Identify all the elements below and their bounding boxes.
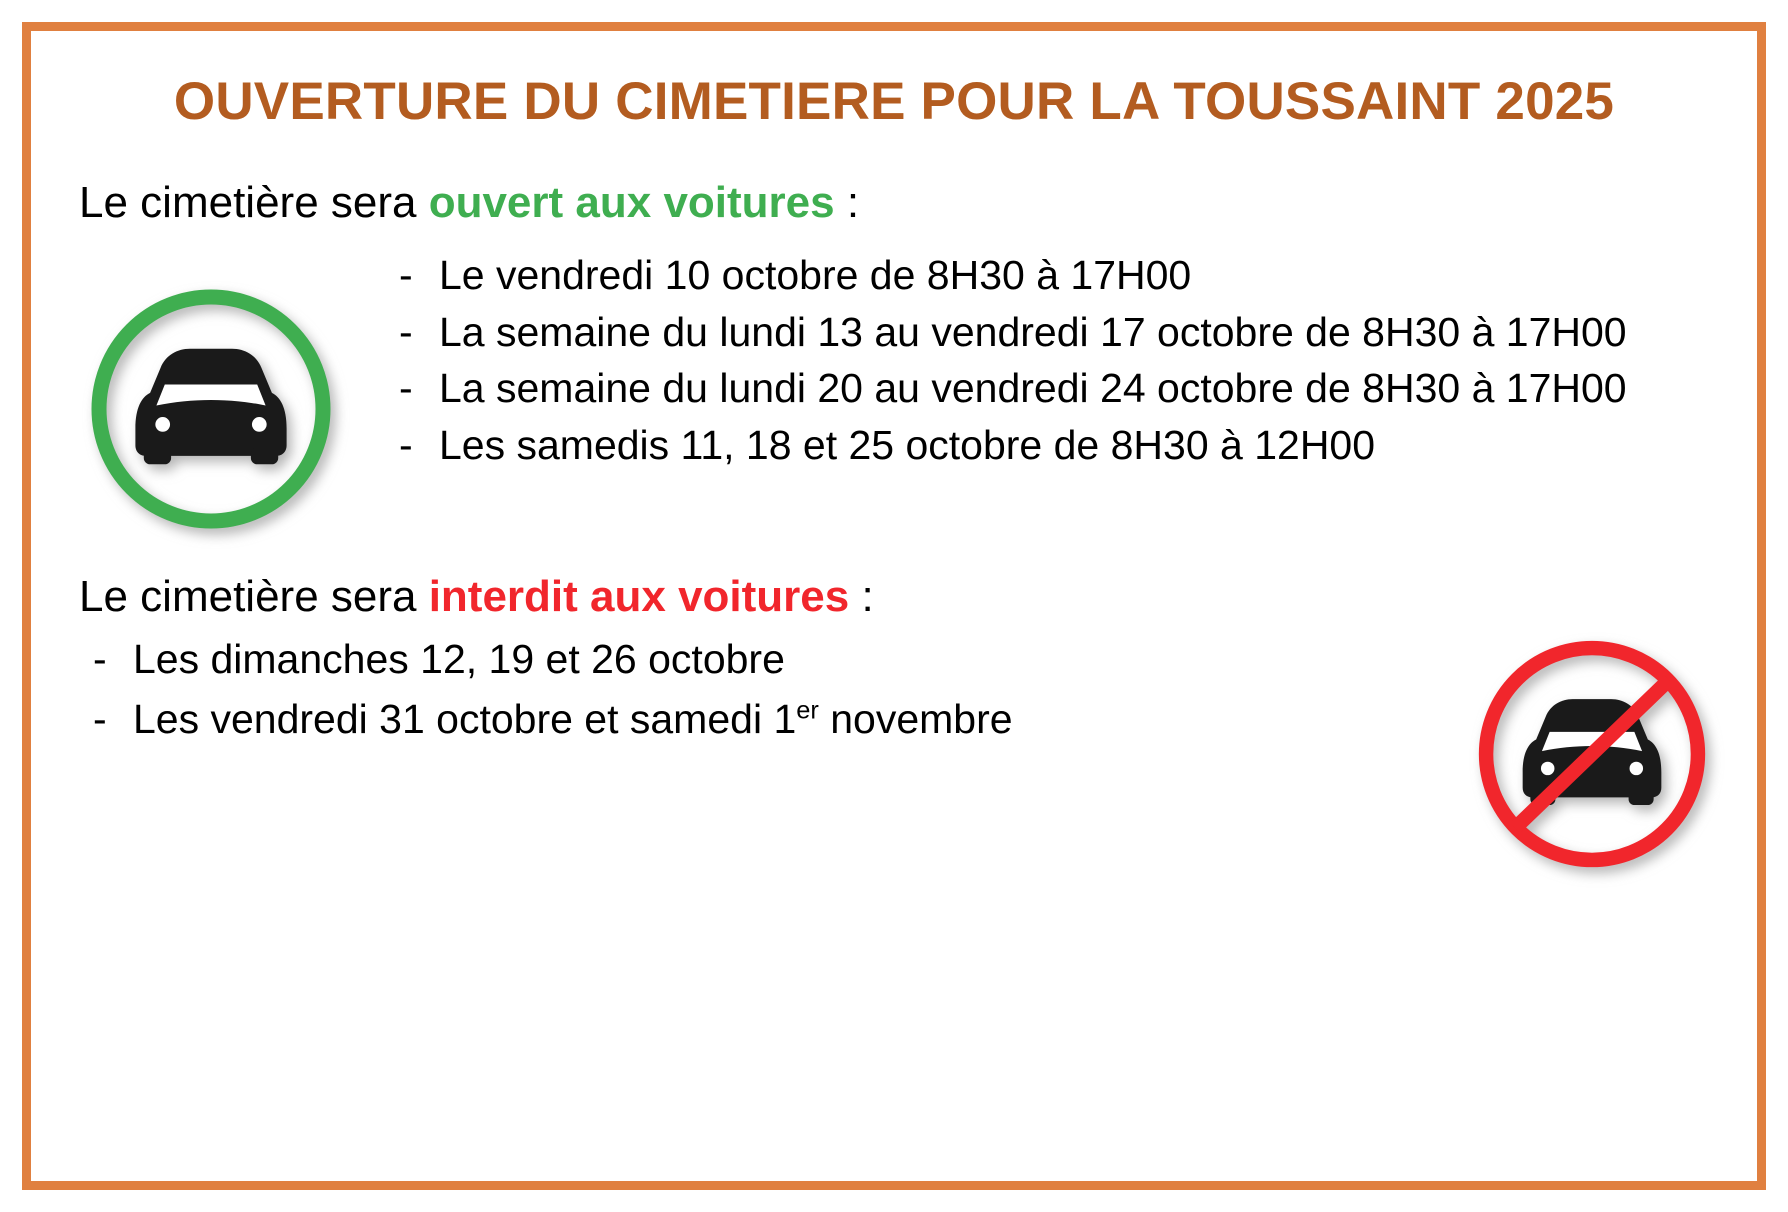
closed-item-before: Les vendredi 31 octobre et samedi 1 (133, 696, 797, 743)
closed-lead-prefix: Le cimetière sera (79, 572, 429, 622)
closed-item-after: novembre (818, 696, 1013, 743)
list-item: - Le vendredi 10 octobre de 8H30 à 17H00 (391, 248, 1717, 303)
list-item: - La semaine du lundi 20 au vendredi 24 octobre de 8H30 à 17H00 (391, 361, 1717, 416)
open-section-body (31, 248, 1757, 549)
open-lead-suffix: : (834, 178, 860, 228)
poster-frame (22, 22, 1766, 1190)
closed-dates-list (31, 624, 1427, 753)
closed-section-body (31, 624, 1757, 889)
open-lead-prefix: Le cimetière sera (79, 178, 429, 228)
closed-lead-highlight: interdit aux voitures (428, 572, 850, 622)
open-hours-list (391, 248, 1757, 474)
closed-item-sup: er (796, 696, 819, 725)
list-item: - Les samedis 11, 18 et 25 octobre de 8H30 à 12H00 (391, 418, 1717, 473)
list-item: - La semaine du lundi 13 au vendredi 17 octobre de 8H30 à 17H00 (391, 305, 1717, 360)
list-item: - Les dimanches 12, 19 et 26 octobre (79, 632, 1427, 687)
list-item (79, 692, 1427, 747)
page-title: OUVERTURE DU CIMETIERE POUR LA TOUSSAINT 2025 (173, 72, 1615, 131)
open-list (391, 248, 1717, 472)
open-section-lead (31, 177, 1757, 230)
closed-list (79, 632, 1427, 747)
open-icon-column (31, 248, 391, 549)
car-forbidden-icon (1462, 624, 1722, 889)
closed-lead-suffix: : (849, 572, 874, 622)
car-allowed-icon (76, 274, 346, 549)
open-lead-highlight: ouvert aux voitures (428, 178, 835, 228)
closed-section-lead (31, 571, 1757, 624)
closed-icon-column (1427, 624, 1757, 889)
